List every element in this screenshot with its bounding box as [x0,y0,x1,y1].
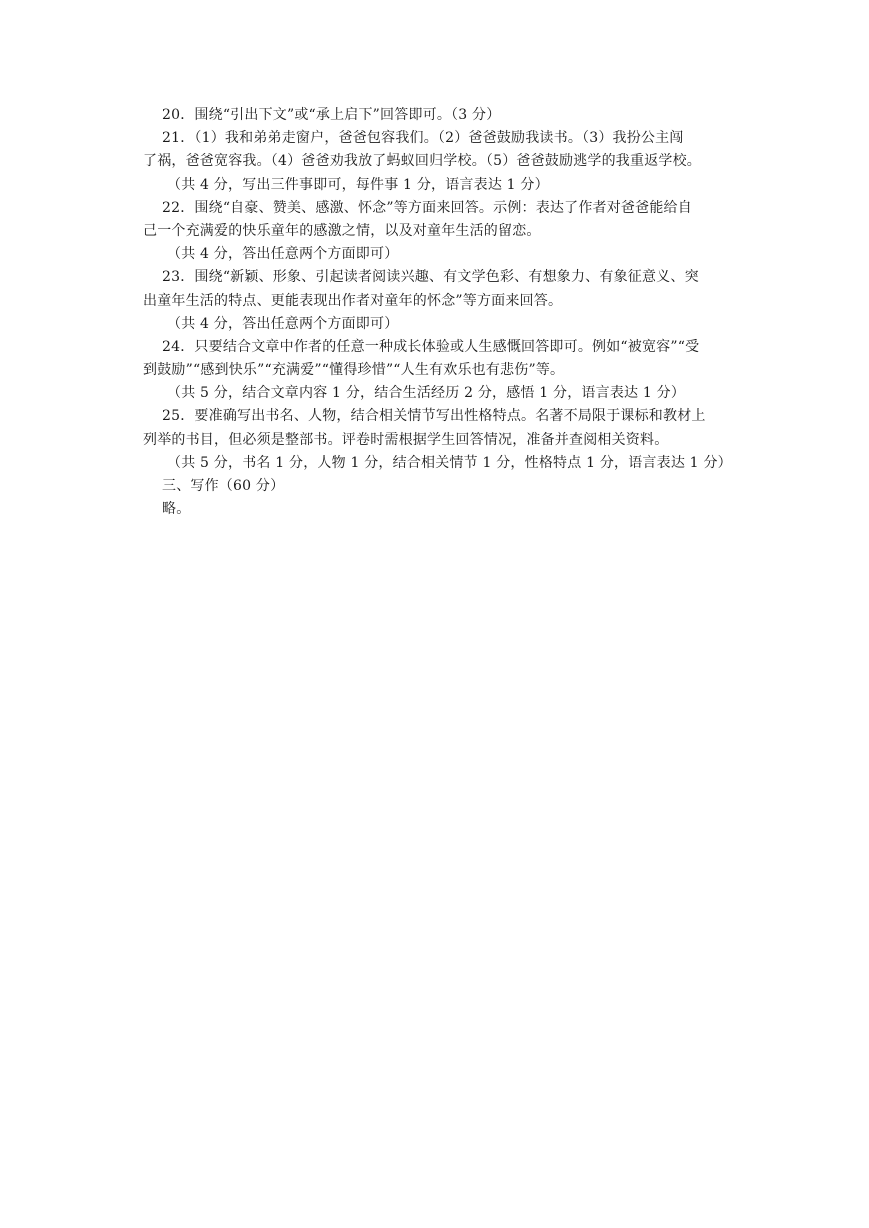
answer-22-line-1: 22．围绕“自豪、赞美、感激、怀念”等方面来回答。示例：表达了作者对爸爸能给自 [162,199,692,216]
section-heading: 三、写作（60 分） [162,478,285,494]
answer-21-line-1: 21．（1）我和弟弟走窗户，爸爸包容我们。（2）爸爸鼓励我读书。（3）我扮公主闯 [162,130,684,147]
answer-23-scoring: （共 4 分，答出任意两个方面即可） [167,315,399,332]
answer-22-line-2: 己一个充满爱的快乐童年的感激之情，以及对童年生活的留恋。 [143,222,541,239]
answer-25-line-1: 25．要准确写出书名、人物，结合相关情节写出性格特点。名著不局限于课标和教材上 [162,408,706,425]
section-body: 略。 [162,501,191,518]
answer-20-line-1: 20．围绕“引出下文”或“承上启下”回答即可。（3 分） [162,107,501,123]
answer-23-line-1: 23．围绕“新颖、形象、引起读者阅读兴趣、有文学色彩、有想象力、有象征意义、突 [162,269,699,286]
answer-21-scoring: （共 4 分，写出三件事即可，每件事 1 分，语言表达 1 分） [167,176,549,193]
answer-23-line-2: 出童年生活的特点、更能表现出作者对童年的怀念”等方面来回答。 [143,292,563,309]
answer-24-scoring: （共 5 分，结合文章内容 1 分，结合生活经历 2 分，感悟 1 分，语言表达 1 分） [167,385,686,402]
answer-key-page [143,104,743,521]
answer-25-scoring: （共 5 分，书名 1 分，人物 1 分，结合相关情节 1 分，性格特点 1 分，语言表达 1 分） [167,454,732,471]
answer-24-line-1: 24．只要结合文章中作者的任意一种成长体验或人生感慨回答即可。例如“被宽容”“受 [162,338,700,355]
answer-25-line-2: 列举的书目，但必须是整部书。评卷时需根据学生回答情况，准备并查阅相关资料。 [143,431,669,448]
answer-24-line-2: 到鼓励”“感到快乐”“充满爱”“懂得珍惜”“人生有欢乐也有悲伤”等。 [143,362,565,379]
answer-22-scoring: （共 4 分，答出任意两个方面即可） [167,246,399,263]
answer-21-line-2: 了祸，爸爸宽容我。（4）爸爸劝我放了蚂蚁回归学校。（5）爸爸鼓励逃学的我重返学校。 [143,153,702,170]
